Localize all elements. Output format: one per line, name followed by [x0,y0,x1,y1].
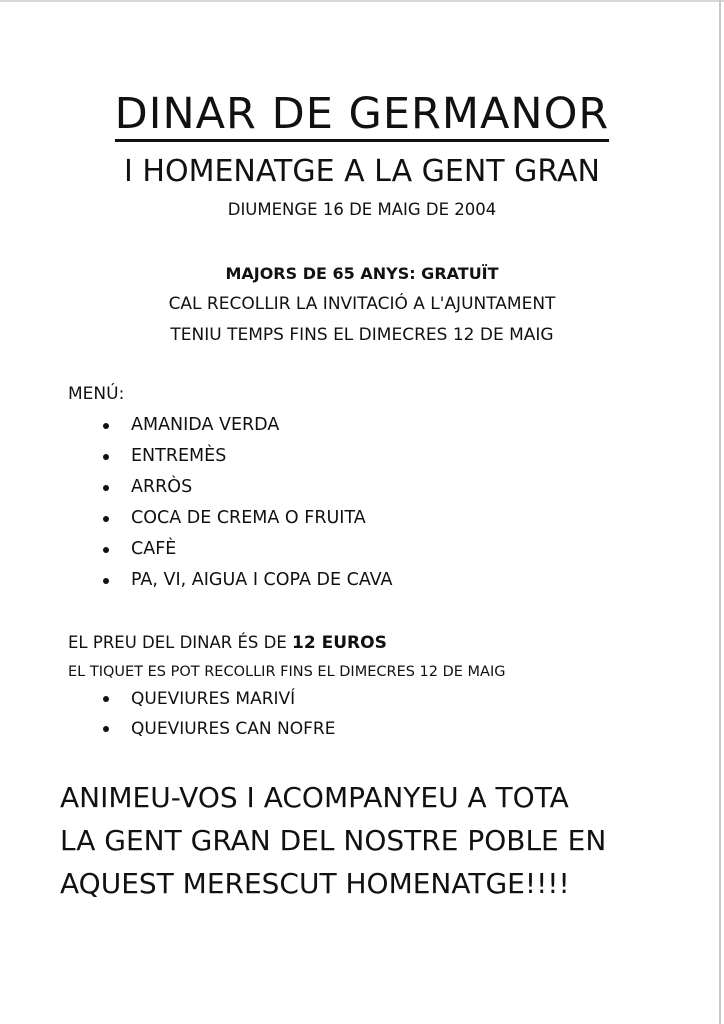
deadline-line: TENIU TEMPS FINS EL DIMECRES 12 DE MAIG [170,325,554,345]
price-amount: 12 EUROS [292,633,387,653]
menu-list [98,410,393,596]
closing-line: AQUEST MERESCUT HOMENATGE!!!! [60,867,570,900]
ticket-line: EL TIQUET ES POT RECOLLIR FINS EL DIMECRES 12 DE MAIG [68,664,506,680]
menu-item: ARRÒS [98,472,393,503]
invitation-notice [0,258,724,351]
menu-item: AMANIDA VERDA [98,410,393,441]
document-title-text: DINAR DE GERMANOR [115,89,610,142]
free-entry-line: MAJORS DE 65 ANYS: GRATUÏT [225,264,499,283]
menu-item: CAFÈ [98,534,393,565]
price-prefix: EL PREU DEL DINAR ÉS DE [68,633,293,652]
scan-edge-top [0,0,724,2]
shop-item: QUEVIURES CAN NOFRE [98,714,335,744]
price-line [68,630,387,656]
closing-message [60,776,700,905]
menu-item: COCA DE CREMA O FRUITA [98,503,393,534]
invitation-line: CAL RECOLLIR LA INVITACIÓ A L'AJUNTAMENT [168,294,556,314]
menu-item: PA, VI, AIGUA I COPA DE CAVA [98,565,393,596]
document-title [0,88,724,140]
document-subtitle: I HOMENATGE A LA GENT GRAN [124,154,600,189]
menu-item: ENTREMÈS [98,441,393,472]
shop-item: QUEVIURES MARIVÍ [98,684,335,714]
menu-heading: MENÚ: [68,384,125,404]
closing-line: LA GENT GRAN DEL NOSTRE POBLE EN [60,824,607,857]
event-date: DIUMENGE 16 DE MAIG DE 2004 [227,200,497,219]
closing-line: ANIMEU-VOS I ACOMPANYEU A TOTA [60,781,569,814]
shop-list [98,684,335,744]
